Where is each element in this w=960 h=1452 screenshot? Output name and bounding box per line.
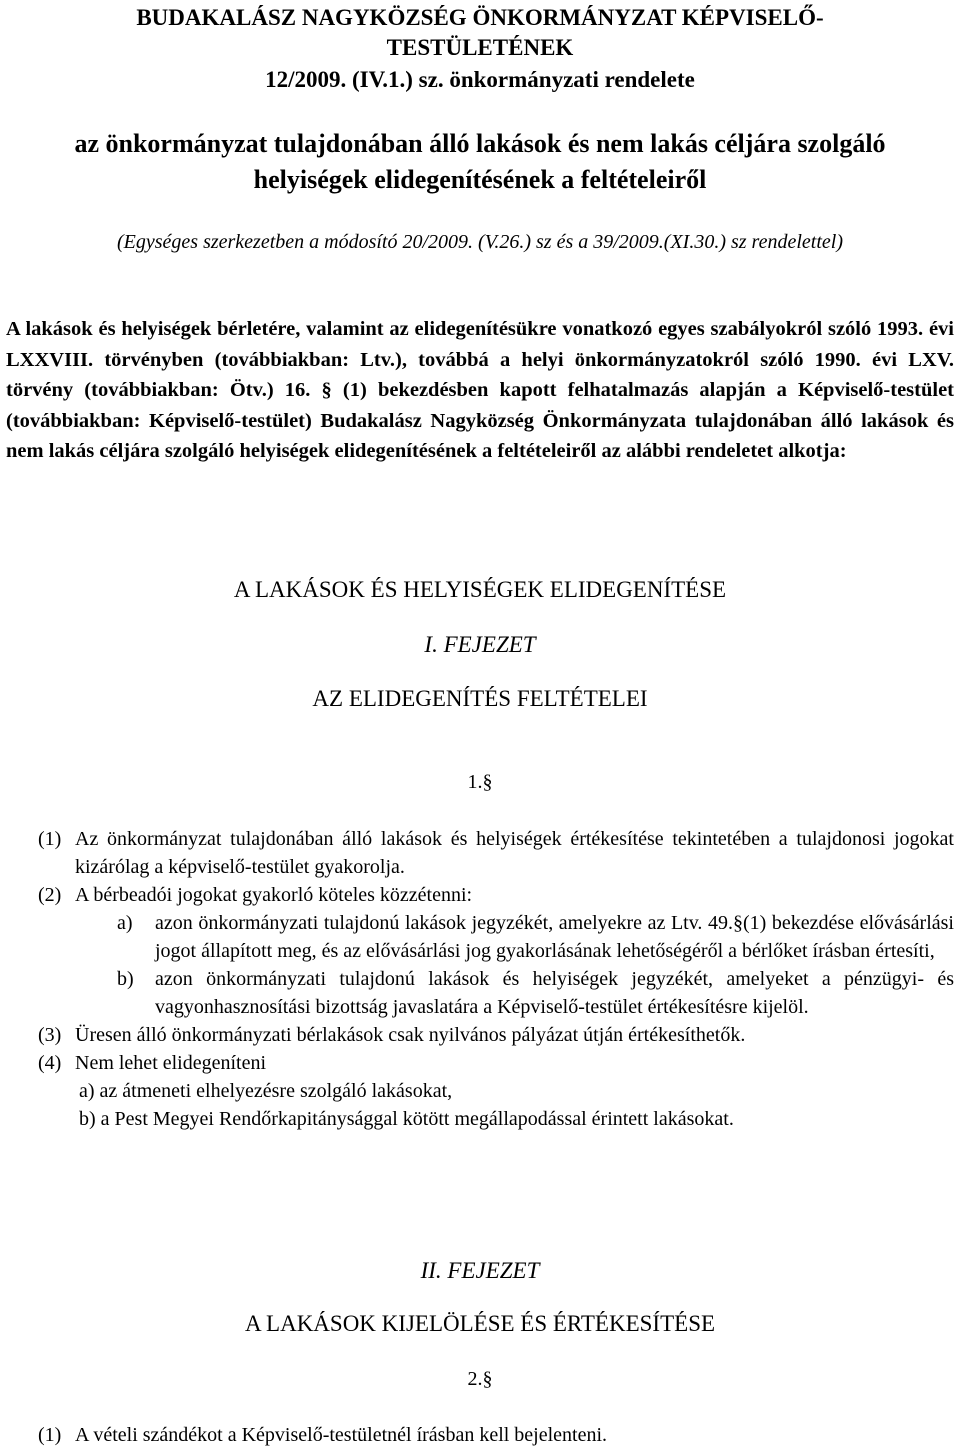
subparagraph-text: azon önkormányzati tulajdonú lakások jegyzékét, amelyekre az Ltv. 49.§(1) bekezdése elővásárlási jogot állapított meg, és az elővásárlási jog gyakorlásának lehetőségéről a bérlőket írásban értesíti,	[155, 912, 954, 962]
paragraph-text: Nem lehet elidegeníteni	[75, 1052, 267, 1074]
paragraph-text: A vételi szándékot a Képviselő-testületnél írásban kell bejelenteni.	[75, 1424, 608, 1446]
paragraph-number: (1)	[38, 1424, 62, 1446]
paragraph-1-2	[0, 881, 954, 909]
paragraph-1-1	[0, 825, 954, 881]
preamble-text: A lakások és helyiségek bérletére, valamint az elidegenítésükre vonatkozó egyes szabályokról szóló 1993. évi LXXVIII. törvényben (továbbiakban: Ltv.), továbbá a helyi önkormányzatokról szóló 1990. évi LXV. törvény (továbbiakban: Ötv.) 16. § (1) bekezdésben kapott felhatalmazás alapján a Képviselő-testület (továbbiakban: Képviselő-testület) Budakalász Nagyközség Önkormányzata tulajdonában álló lakások és nem lakás céljára szolgáló helyiségek elidegenítésének a feltételeiről az alábbi rendeletet alkotja:	[6, 318, 954, 463]
subparagraph-1-2-a	[0, 909, 954, 965]
chapter-2-body	[0, 1421, 960, 1449]
paragraph-number: (4)	[38, 1052, 62, 1074]
chapter-2-title: A LAKÁSOK KIJELÖLÉSE ÉS ÉRTÉKESÍTÉSE	[244, 1311, 716, 1336]
paragraph-text: Az önkormányzat tulajdonában álló lakások és helyiségek értékesítése tekintetében a tulajdonosi jogokat kizárólag a képviselő-testület gyakorolja.	[75, 828, 954, 878]
subparagraph-text: azon önkormányzati tulajdonú lakások és helyiségek jegyzékét, amelyeket a pénzügyi- és vagyonhasznosítási bizottság javaslatára a Képviselő-testület értékesítésre kijelöl.	[155, 968, 954, 1018]
paragraph-2-1	[0, 1421, 954, 1449]
title-line-3: 12/2009. (IV.1.) sz. önkormányzati rendelete	[265, 67, 695, 92]
paragraph-1-3	[0, 1021, 954, 1049]
subtitle-line-2: helyiségek elidegenítésének a feltételeiről	[253, 165, 707, 194]
document-subtitle	[0, 126, 960, 198]
subparagraph-1-4-a: a) az átmeneti elhelyezésre szolgáló lakásokat,	[79, 1080, 453, 1102]
subparagraph-1-2-b	[0, 965, 954, 1021]
subparagraph-letter: b)	[117, 968, 134, 990]
paragraph-number: (2)	[38, 884, 62, 906]
subtitle-line-1: az önkormányzat tulajdonában álló lakások és nem lakás céljára szolgáló	[74, 129, 886, 158]
chapter-1-body	[0, 825, 960, 1133]
paragraph-text: Üresen álló önkormányzati bérlakások csak nyilvános pályázat útján értékesíthetők.	[75, 1024, 746, 1046]
part-title: A LAKÁSOK ÉS HELYISÉGEK ELIDEGENÍTÉSE	[233, 577, 727, 602]
paragraph-text: A bérbeadói jogokat gyakorló köteles közzétenni:	[75, 884, 473, 906]
chapter-1-title: AZ ELIDEGENÍTÉS FELTÉTELEI	[312, 686, 648, 711]
paragraph-number: (3)	[38, 1024, 62, 1046]
section-2-heading: 2.§	[467, 1368, 493, 1390]
subparagraph-letter: a)	[117, 912, 133, 934]
preamble-block	[0, 314, 960, 467]
title-line-2: TESTÜLETÉNEK	[386, 35, 574, 60]
chapter-2-label: II. FEJEZET	[420, 1258, 540, 1283]
paragraph-1-4	[0, 1049, 954, 1077]
title-line-1: BUDAKALÁSZ NAGYKÖZSÉG ÖNKORMÁNYZAT KÉPVISELŐ-	[136, 5, 824, 30]
section-1-heading: 1.§	[467, 771, 493, 793]
paragraph-number: (1)	[38, 828, 62, 850]
subparagraph-1-4-b: b) a Pest Megyei Rendőrkapitánysággal kötött megállapodással érintett lakásokat.	[79, 1108, 734, 1130]
document-header	[0, 3, 960, 95]
consolidation-note: (Egységes szerkezetben a módosító 20/2009. (V.26.) sz és a 39/2009.(XI.30.) sz rendelettel)	[117, 231, 843, 253]
chapter-1-label: I. FEJEZET	[424, 632, 536, 657]
